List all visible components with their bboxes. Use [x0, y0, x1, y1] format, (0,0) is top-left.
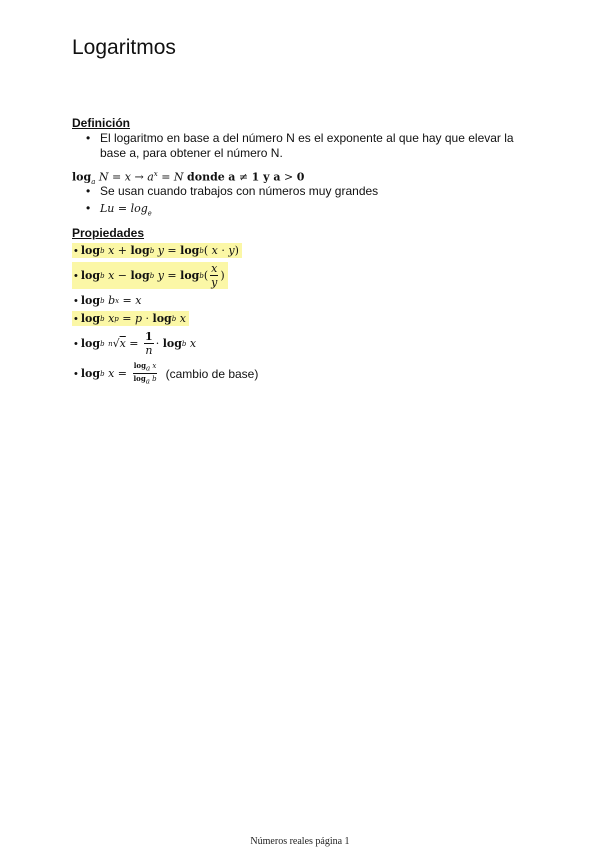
- change-of-base-label: (cambio de base): [165, 366, 259, 381]
- formula-word-1ya: 1 y a: [251, 170, 281, 184]
- definicion-bullet-3: • $Lu = \log_e$: [86, 201, 526, 221]
- definicion-list-2: [86, 184, 526, 221]
- formula-word-a: a: [228, 170, 236, 184]
- lu-formula: Lu = log: [100, 202, 148, 215]
- definicion-heading: Definición: [72, 116, 131, 130]
- property-change-of-base: • log b x = $\frac{\log_a x}{\log_a b}$ (cambio de base): [74, 361, 259, 386]
- definicion-formula: $\log_a N = x \to a^x = N$ donde a ≠ 1 y a > 0: [72, 170, 305, 186]
- definicion-bullet-1: • El logaritmo en base a del número N es el exponente al que hay que elevar la base a, para obtener el número N.: [86, 131, 526, 161]
- property-root: • log b n √ x = $\frac{1}{n}$ · log b x: [74, 330, 197, 357]
- propiedades-heading: Propiedades: [72, 226, 145, 240]
- definicion-bullet-2: • Se usan cuando trabajos con números muy grandes: [86, 184, 526, 199]
- page-footer: Números reales página 1: [250, 836, 350, 847]
- property-product: • log b x + log b y = log b ( x · y ): [72, 243, 242, 258]
- property-base-power: • log b b x = x: [74, 294, 142, 307]
- property-power: • log b x p = p · log b x: [72, 311, 189, 326]
- formula-word-donde: donde: [187, 170, 225, 184]
- definicion-list: [86, 131, 526, 161]
- property-quotient: • log b x − log b y = log b ( $\frac{x}{y}$ ): [72, 262, 228, 289]
- page-title: Logaritmos: [72, 36, 176, 59]
